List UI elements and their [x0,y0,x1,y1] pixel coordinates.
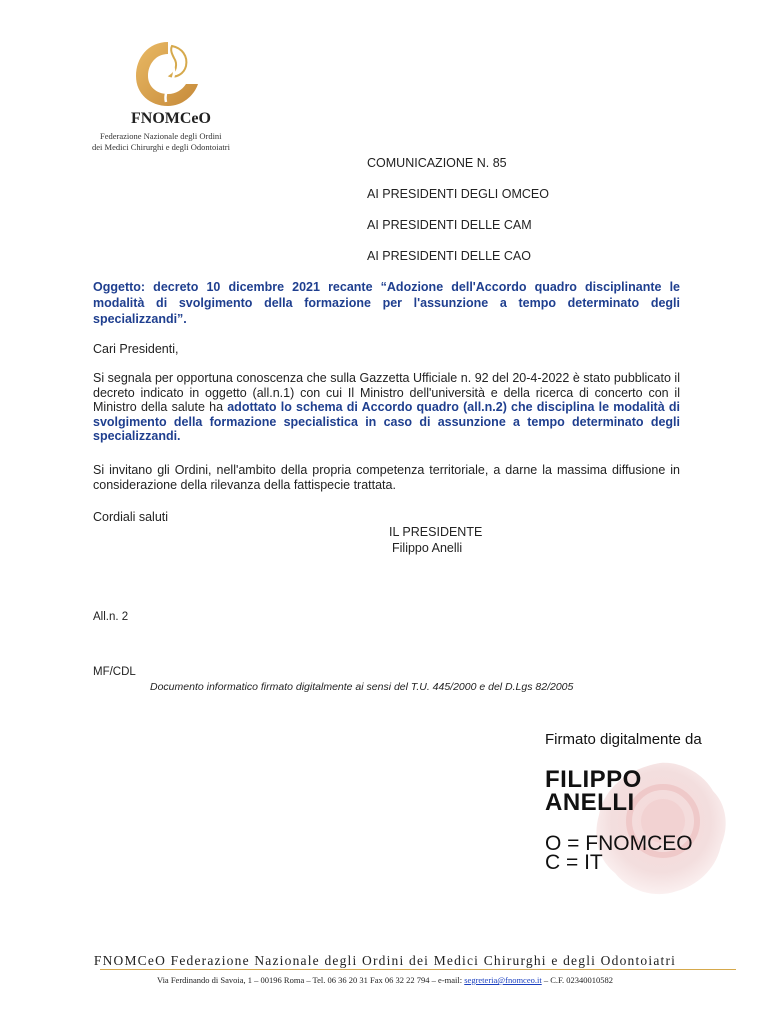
fnomceo-logo-icon [128,38,208,110]
signature-country: C = IT [545,851,603,874]
digital-signature-label: Firmato digitalmente da [545,731,702,748]
org-subtitle-line2: dei Medici Chirurghi e degli Odontoiatri [92,142,230,152]
body-paragraph-1-bold: adottato lo schema di Accordo quadro (all.n.2) che disciplina le modalità di svolgimento della formazione specialistica in caso di assunzione a tempo determinato degli specializzandi. [93,400,680,443]
subject-line: Oggetto: decreto 10 dicembre 2021 recante “Adozione dell'Accordo quadro disciplinante le modalità di svolgimento della formazione per l'assunzione a tempo determinato degli specializzandi”. [93,280,680,326]
body-paragraph-2: Si invitano gli Ordini, nell'ambito della propria competenza territoriale, a darne la massima diffusione in considerazione della rilevanza della fattispecie trattata. [93,463,680,492]
org-name: FNOMCeO [131,110,211,127]
footer-address [0,975,770,985]
recipient-omceo: AI PRESIDENTI DEGLI OMCEO [367,187,549,201]
communication-number: COMUNICAZIONE N. 85 [367,156,507,170]
digital-signature-name [545,768,642,814]
signer-name: Filippo Anelli [392,541,463,555]
footer-email-link[interactable]: segreteria@fnomceo.it [464,975,542,985]
initials: MF/CDL [93,666,136,678]
signature-org: O = FNOMCEO [545,832,693,855]
signature-name-line1: FILIPPO [545,766,642,793]
org-subtitle [92,131,252,153]
digital-signature-note: Documento informatico firmato digitalmente ai sensi del T.U. 445/2000 e del D.Lgs 82/2005 [150,681,574,693]
attachments-count: All.n. 2 [93,611,129,623]
signature-name-line2: ANELLI [545,789,635,816]
recipient-cam: AI PRESIDENTI DELLE CAM [367,218,532,232]
closing: Cordiali saluti [93,510,169,524]
signer-title: IL PRESIDENTE [389,525,483,539]
body-paragraph-1-text: Si segnala per opportuna conoscenza che sulla Gazzetta Ufficiale n. 92 del 20-4-2022 è stato pubblicato il decreto indicato in oggetto (all.n.1) con cui Il Ministro dell'università e della ricerca di concerto con il Ministro della salute ha [93,371,680,414]
greeting: Cari Presidenti, [93,342,179,356]
org-subtitle-line1: Federazione Nazionale degli Ordini [100,131,222,141]
footer-address-text: Via Ferdinando di Savoia, 1 – 00196 Roma – Tel. 06 36 20 31 Fax 06 32 22 794 – e-mail: [156,975,465,985]
footer-title: FNOMCeO Federazione Nazionale degli Ordini dei Medici Chirurghi e degli Odontoiatri [93,953,677,968]
body-paragraph-1 [93,371,680,444]
recipient-cao: AI PRESIDENTI DELLE CAO [367,249,531,263]
footer-tax-code: – C.F. 02340010582 [541,975,614,985]
signature-cert-info [545,834,693,872]
footer-divider [100,969,736,970]
